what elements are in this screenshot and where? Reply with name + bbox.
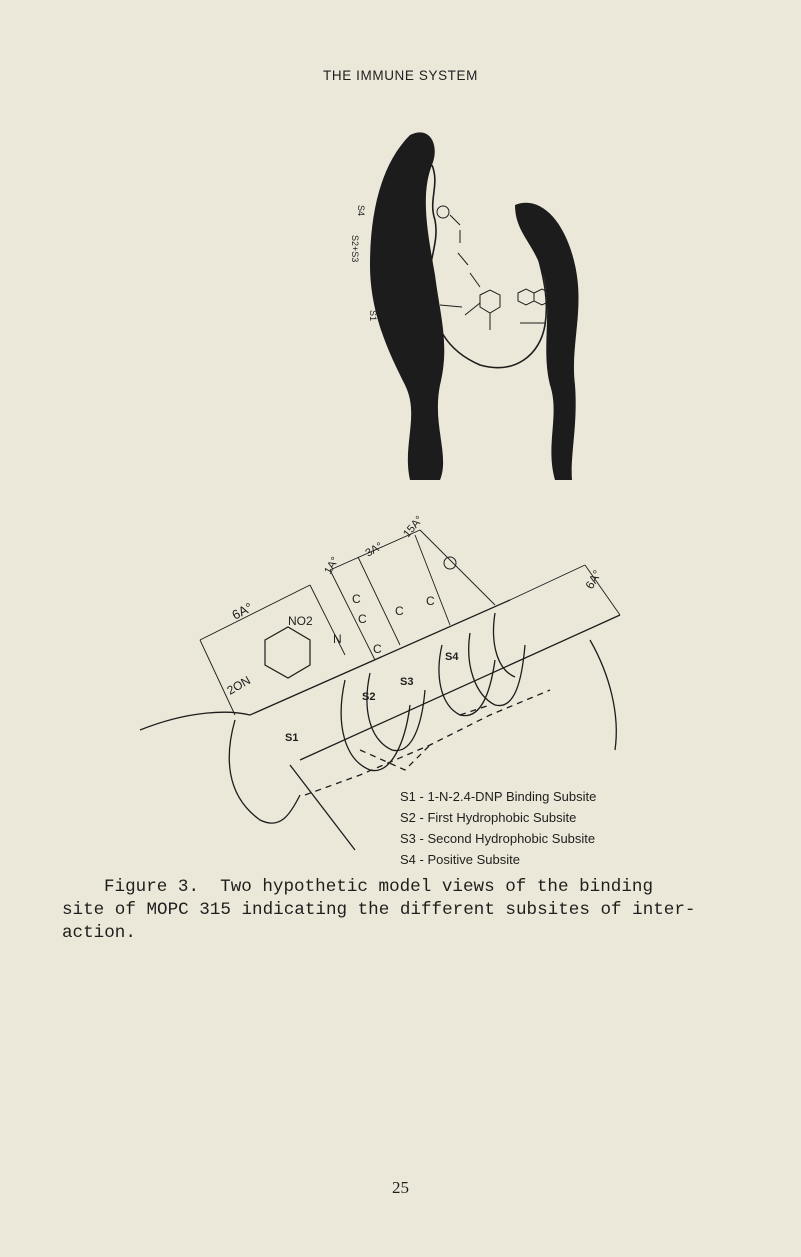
- legend-item: [400, 849, 596, 870]
- dim-label-6a-right: 6A°: [582, 567, 605, 592]
- caption-line: action.: [62, 923, 136, 943]
- nitrophenyl-ring: [265, 627, 310, 678]
- subsite-label-s1: S1: [285, 732, 299, 744]
- legend-text: - Positive Subsite: [419, 852, 520, 867]
- distance-label-2: 3Å: [398, 230, 408, 242]
- subsite-legend: [400, 786, 596, 870]
- chem-label-2on: 2ON: [224, 673, 253, 698]
- chem-label-c5: C: [426, 594, 435, 608]
- legend-code: S2: [400, 810, 416, 825]
- figure-caption: [62, 876, 742, 945]
- side-label-s4: S4: [356, 205, 366, 217]
- legend-item: [400, 807, 596, 828]
- subsite-ring-2: [367, 673, 425, 751]
- chem-label-c4: C: [395, 604, 404, 618]
- legend-item: [400, 786, 596, 807]
- chem-label-c3: C: [373, 642, 382, 656]
- legend-code: S1: [400, 789, 416, 804]
- right-lobe-shading: [515, 203, 579, 480]
- left-lobe-shading: [370, 132, 444, 480]
- legend-code: S4: [400, 852, 416, 867]
- subsite-ring-4: [469, 633, 525, 706]
- legend-text: - First Hydrophobic Subsite: [419, 810, 577, 825]
- distance-label-3: 1Å: [410, 245, 420, 257]
- legend-text: - 1-N-2.4-DNP Binding Subsite: [419, 789, 597, 804]
- cleft-outline: [429, 165, 546, 368]
- subsite-label-s4: S4: [445, 651, 459, 663]
- dim-label-1a: 1A°: [322, 555, 342, 577]
- binding-cleft-illustration: [340, 125, 610, 490]
- page-number: 25: [392, 1178, 409, 1197]
- running-head: THE IMMUNE SYSTEM: [323, 68, 478, 83]
- subsite-label-s3: S3: [400, 676, 414, 688]
- legend-text: - Second Hydrophobic Subsite: [419, 831, 596, 846]
- caption-line: Figure 3. Two hypothetic model views of the binding: [104, 877, 654, 897]
- outer-surface-line: [140, 600, 510, 730]
- trough-line: [300, 615, 620, 760]
- side-label-s1: S1: [368, 310, 378, 322]
- chem-label-n: N: [333, 632, 342, 646]
- distance-label-1: 1.5Å: [398, 195, 408, 214]
- dim-label-15a: 15A°: [401, 513, 426, 540]
- dim-label-3a: 3A°: [363, 540, 385, 560]
- side-label-s2-s3: S2+S3: [350, 235, 360, 263]
- chem-label-c2: C: [358, 612, 367, 626]
- caption-line: site of MOPC 315 indicating the different subsites of inter-: [62, 900, 696, 920]
- right-wall: [590, 640, 616, 750]
- legend-item: [400, 828, 596, 849]
- chem-label-c1: C: [352, 592, 361, 606]
- subsite-label-s2: S2: [362, 691, 376, 703]
- chem-label-no2: NO2: [288, 614, 313, 628]
- distance-label-4: 6Å: [426, 310, 436, 322]
- legend-code: S3: [400, 831, 416, 846]
- dim-label-6a-left: 6A°: [229, 599, 256, 623]
